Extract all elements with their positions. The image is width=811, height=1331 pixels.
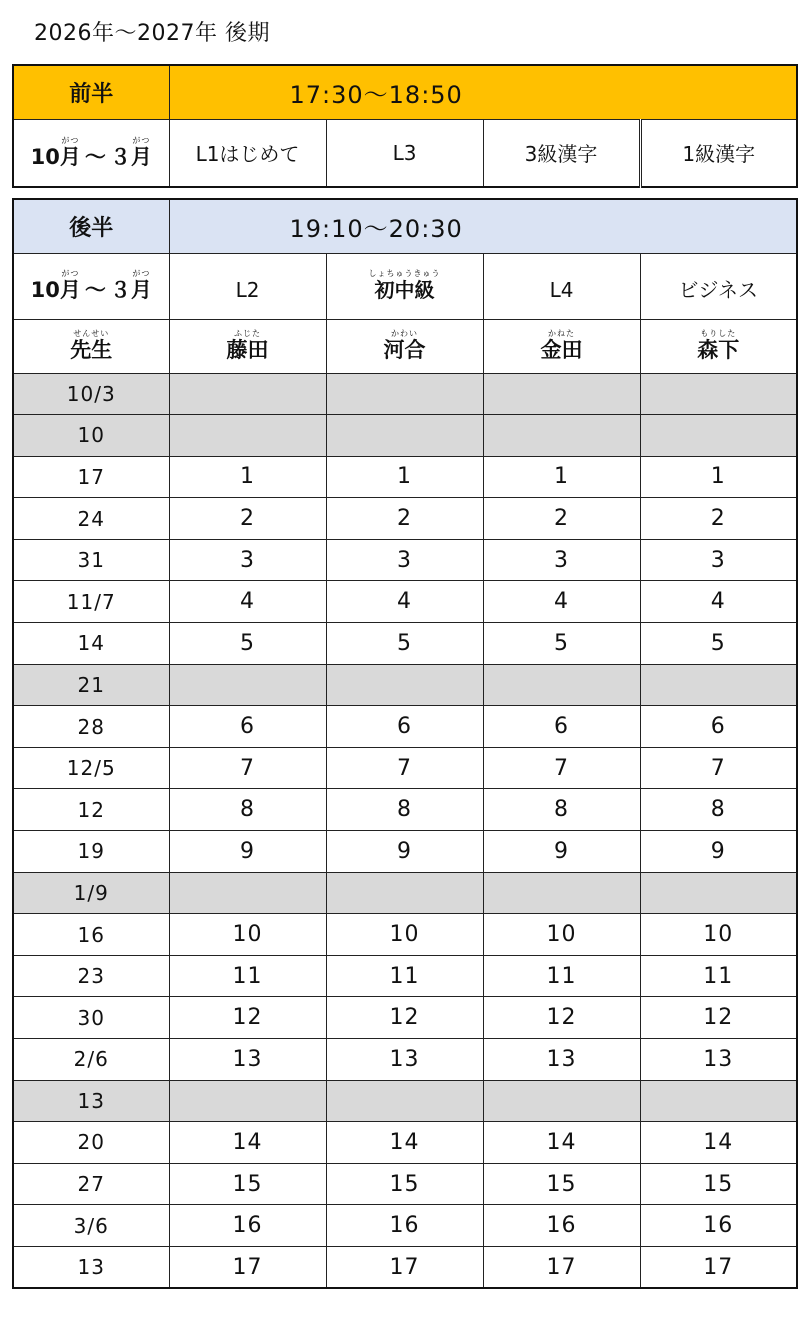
teacher-row <box>13 319 797 373</box>
schedule-date: 16 <box>13 914 169 956</box>
ruby-gatsu: がつ <box>132 269 151 278</box>
schedule-date: 30 <box>13 997 169 1039</box>
schedule-row <box>13 539 797 581</box>
lesson-number: 7 <box>326 747 483 789</box>
schedule-date: 17 <box>13 456 169 498</box>
lesson-number <box>326 415 483 457</box>
lesson-number <box>640 872 797 914</box>
lesson-number: 5 <box>483 623 640 665</box>
class-name <box>483 253 640 319</box>
period-start-month: 月 <box>59 278 81 302</box>
schedule-row <box>13 581 797 623</box>
first-half-table <box>12 64 798 188</box>
lesson-number: 4 <box>326 581 483 623</box>
lesson-number: 4 <box>169 581 326 623</box>
schedule-row <box>13 1039 797 1081</box>
schedule-date: 27 <box>13 1163 169 1205</box>
lesson-number <box>326 373 483 415</box>
lesson-number <box>483 415 640 457</box>
schedule-row <box>13 914 797 956</box>
lesson-number: 17 <box>640 1246 797 1288</box>
lesson-number: 11 <box>483 955 640 997</box>
lesson-number: 2 <box>640 498 797 540</box>
class-name <box>326 253 483 319</box>
schedule-row <box>13 872 797 914</box>
lesson-number: 9 <box>326 831 483 873</box>
schedule-row <box>13 415 797 457</box>
class-name: L1はじめて <box>169 119 326 187</box>
schedule-row <box>13 747 797 789</box>
schedule-date: 19 <box>13 831 169 873</box>
lesson-number: 14 <box>169 1122 326 1164</box>
schedule-date: 14 <box>13 623 169 665</box>
lesson-number <box>640 1080 797 1122</box>
teacher-ruby: かねた <box>548 329 575 338</box>
schedule-row <box>13 1205 797 1247</box>
class-name: 3級漢字 <box>483 119 640 187</box>
lesson-number: 8 <box>640 789 797 831</box>
lesson-number <box>483 373 640 415</box>
schedule-date: 20 <box>13 1122 169 1164</box>
schedule-date: 31 <box>13 539 169 581</box>
schedule-date: 12/5 <box>13 747 169 789</box>
teacher-name <box>169 319 326 373</box>
period-end-number: ３ <box>109 144 131 169</box>
schedule-date: 11/7 <box>13 581 169 623</box>
lesson-number: 8 <box>483 789 640 831</box>
teacher-name-text: 金田 <box>540 338 583 362</box>
schedule-date: 2/6 <box>13 1039 169 1081</box>
schedule-row <box>13 789 797 831</box>
lesson-number: 4 <box>640 581 797 623</box>
teacher-name <box>640 319 797 373</box>
lesson-number <box>169 415 326 457</box>
class-name: L3 <box>326 119 483 187</box>
teacher-name <box>326 319 483 373</box>
ruby-gatsu: がつ <box>132 135 151 145</box>
schedule-row <box>13 1163 797 1205</box>
lesson-number: 7 <box>169 747 326 789</box>
schedule-row <box>13 1080 797 1122</box>
lesson-number: 6 <box>483 706 640 748</box>
teacher-name-text: 森下 <box>697 338 740 362</box>
lesson-number: 17 <box>169 1246 326 1288</box>
schedule-date: 3/6 <box>13 1205 169 1247</box>
lesson-number <box>326 664 483 706</box>
ruby-gatsu: がつ <box>61 269 80 278</box>
lesson-number: 11 <box>169 955 326 997</box>
class-name-text: ビジネス <box>678 278 758 302</box>
lesson-number: 11 <box>326 955 483 997</box>
class-ruby: しょちゅうきゅう <box>368 269 441 278</box>
period-end-month: 月 <box>130 278 152 302</box>
lesson-number: 9 <box>483 831 640 873</box>
first-half-period <box>13 119 169 187</box>
teacher-ruby: ふじた <box>234 329 261 338</box>
period-tilde: ～ <box>84 144 106 169</box>
lesson-number: 3 <box>483 539 640 581</box>
schedule-date: 28 <box>13 706 169 748</box>
lesson-number: 9 <box>169 831 326 873</box>
lesson-number: 9 <box>640 831 797 873</box>
lesson-number <box>483 1080 640 1122</box>
schedule-row <box>13 706 797 748</box>
lesson-number <box>326 1080 483 1122</box>
schedule-row <box>13 664 797 706</box>
lesson-number: 12 <box>326 997 483 1039</box>
lesson-number <box>169 664 326 706</box>
period-start-number: 10 <box>30 144 60 169</box>
period-start-month: 月 <box>59 144 81 169</box>
first-half-time: 17:30～18:50 <box>169 65 797 119</box>
lesson-number: 13 <box>326 1039 483 1081</box>
first-half-header-row <box>13 65 797 119</box>
lesson-number: 7 <box>483 747 640 789</box>
schedule-row <box>13 1122 797 1164</box>
lesson-number: 5 <box>326 623 483 665</box>
lesson-number: 3 <box>169 539 326 581</box>
class-name-text: L4 <box>549 278 574 302</box>
second-half-table <box>12 198 798 1289</box>
schedule-date: 23 <box>13 955 169 997</box>
lesson-number: 6 <box>326 706 483 748</box>
lesson-number: 14 <box>483 1122 640 1164</box>
lesson-number: 8 <box>169 789 326 831</box>
schedule-row <box>13 1246 797 1288</box>
lesson-number: 12 <box>483 997 640 1039</box>
lesson-number: 17 <box>326 1246 483 1288</box>
lesson-number: 2 <box>326 498 483 540</box>
lesson-number <box>483 664 640 706</box>
page-title: 2026年～2027年 後期 <box>34 21 270 46</box>
schedule-date: 21 <box>13 664 169 706</box>
lesson-number: 5 <box>640 623 797 665</box>
lesson-number: 15 <box>483 1163 640 1205</box>
lesson-number: 12 <box>640 997 797 1039</box>
lesson-number: 3 <box>326 539 483 581</box>
class-name-text: 初中級 <box>374 278 435 302</box>
second-half-time: 19:10～20:30 <box>169 199 797 253</box>
teacher-name <box>483 319 640 373</box>
lesson-number <box>640 415 797 457</box>
lesson-number: 4 <box>483 581 640 623</box>
lesson-number: 16 <box>640 1205 797 1247</box>
schedule-row <box>13 997 797 1039</box>
lesson-number: 10 <box>326 914 483 956</box>
lesson-number: 10 <box>169 914 326 956</box>
schedule-row <box>13 456 797 498</box>
period-start-number: 10 <box>30 278 60 302</box>
schedule-date: 10/3 <box>13 373 169 415</box>
lesson-number: 1 <box>483 456 640 498</box>
schedule-date: 13 <box>13 1246 169 1288</box>
lesson-number: 13 <box>483 1039 640 1081</box>
lesson-number: 16 <box>169 1205 326 1247</box>
second-half-header-row <box>13 199 797 253</box>
schedule-row <box>13 623 797 665</box>
lesson-number: 6 <box>640 706 797 748</box>
second-half-period <box>13 253 169 319</box>
class-name: 1級漢字 <box>640 119 797 187</box>
lesson-number <box>483 872 640 914</box>
lesson-number: 7 <box>640 747 797 789</box>
lesson-number: 2 <box>169 498 326 540</box>
schedule-date: 24 <box>13 498 169 540</box>
lesson-number: 8 <box>326 789 483 831</box>
teacher-name-text: 河合 <box>383 338 426 362</box>
lesson-number: 12 <box>169 997 326 1039</box>
first-half-class-row <box>13 119 797 187</box>
lesson-number: 14 <box>326 1122 483 1164</box>
schedule-date: 1/9 <box>13 872 169 914</box>
lesson-number <box>326 872 483 914</box>
class-name <box>640 253 797 319</box>
lesson-number <box>640 373 797 415</box>
lesson-number: 13 <box>169 1039 326 1081</box>
schedule-body <box>13 373 797 1288</box>
teacher-label <box>13 319 169 373</box>
lesson-number: 14 <box>640 1122 797 1164</box>
teacher-name-text: 藤田 <box>226 338 269 362</box>
lesson-number: 6 <box>169 706 326 748</box>
teacher-ruby: かわい <box>391 329 418 338</box>
lesson-number: 1 <box>169 456 326 498</box>
teacher-ruby: もりした <box>700 329 737 338</box>
second-half-class-row <box>13 253 797 319</box>
ruby-gatsu: がつ <box>61 135 80 145</box>
class-name <box>169 253 326 319</box>
schedule-date: 12 <box>13 789 169 831</box>
schedule-row <box>13 831 797 873</box>
lesson-number: 10 <box>483 914 640 956</box>
lesson-number <box>169 872 326 914</box>
lesson-number: 3 <box>640 539 797 581</box>
class-name-text: L2 <box>235 278 260 302</box>
lesson-number: 15 <box>169 1163 326 1205</box>
lesson-number: 2 <box>483 498 640 540</box>
second-half-label: 後半 <box>13 199 169 253</box>
period-tilde: ～ <box>84 278 106 302</box>
lesson-number: 15 <box>326 1163 483 1205</box>
lesson-number: 17 <box>483 1246 640 1288</box>
schedule-row <box>13 498 797 540</box>
lesson-number: 15 <box>640 1163 797 1205</box>
lesson-number: 5 <box>169 623 326 665</box>
first-half-label: 前半 <box>13 65 169 119</box>
lesson-number: 10 <box>640 914 797 956</box>
schedule-row <box>13 373 797 415</box>
lesson-number <box>169 373 326 415</box>
lesson-number <box>640 664 797 706</box>
lesson-number: 1 <box>640 456 797 498</box>
lesson-number: 16 <box>326 1205 483 1247</box>
lesson-number <box>169 1080 326 1122</box>
lesson-number: 1 <box>326 456 483 498</box>
period-end-number: ３ <box>109 278 131 302</box>
lesson-number: 11 <box>640 955 797 997</box>
teacher-label-ruby: せんせい <box>73 329 110 338</box>
schedule-date: 10 <box>13 415 169 457</box>
period-end-month: 月 <box>130 144 152 169</box>
teacher-label-text: 先生 <box>70 338 113 362</box>
schedule-date: 13 <box>13 1080 169 1122</box>
schedule-row <box>13 955 797 997</box>
lesson-number: 16 <box>483 1205 640 1247</box>
lesson-number: 13 <box>640 1039 797 1081</box>
